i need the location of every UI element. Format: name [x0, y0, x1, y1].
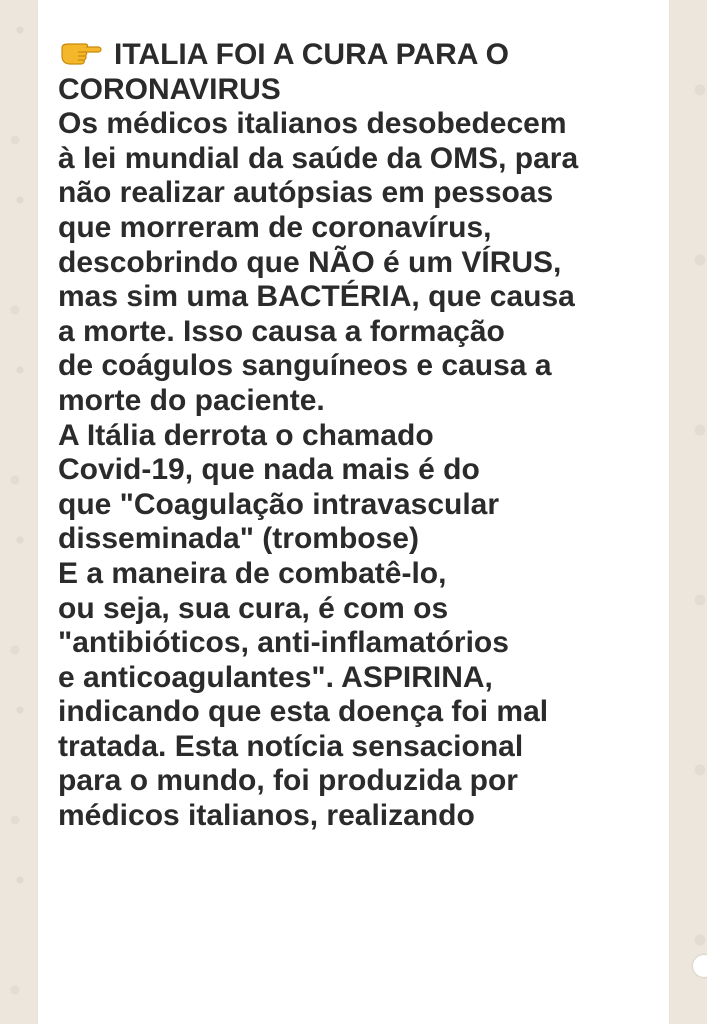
message-line [58, 38, 658, 73]
message-line: à lei mundial da saúde da OMS, para [58, 141, 579, 175]
message-line: disseminada" (trombose) [58, 522, 419, 556]
message-line: para o mundo, foi produzida por [58, 764, 518, 798]
message-line: tratada. Esta notícia sensacional [58, 729, 524, 763]
message-line: ou seja, sua cura, é com os [58, 591, 449, 625]
message-line: Covid-19, que nada mais é do [58, 453, 480, 487]
message-line-text: ITALIA FOI A CURA PARA O [114, 38, 509, 71]
message-bubble[interactable] [38, 0, 669, 1024]
pointing-right-hand-icon [58, 38, 104, 68]
message-line: descobrindo que NÃO é um VÍRUS, [58, 245, 562, 279]
message-line: médicos italianos, realizando [58, 799, 475, 833]
message-line: mas sim uma BACTÉRIA, que causa [58, 280, 575, 314]
message-line: morte do paciente. [58, 383, 325, 417]
message-line: CORONAVIRUS [58, 72, 281, 106]
message-text [58, 38, 658, 834]
message-line: Os médicos italianos desobedecem [58, 107, 567, 141]
message-line: E a maneira de combatê-lo, [58, 556, 447, 590]
message-line: A Itália derrota o chamado [58, 418, 434, 452]
message-line: não realizar autópsias em pessoas [58, 176, 554, 210]
message-line: e anticoagulantes". ASPIRINA, [58, 660, 493, 694]
message-line: que morreram de coronavírus, [58, 210, 492, 244]
message-line: a morte. Isso causa a formação [58, 314, 505, 348]
message-line: que "Coagulação intravascular [58, 487, 500, 521]
message-line: de coágulos sanguíneos e causa a [58, 349, 552, 383]
message-line: "antibióticos, anti-inflamatórios [58, 626, 509, 660]
message-line: indicando que esta doença foi mal [58, 695, 549, 729]
